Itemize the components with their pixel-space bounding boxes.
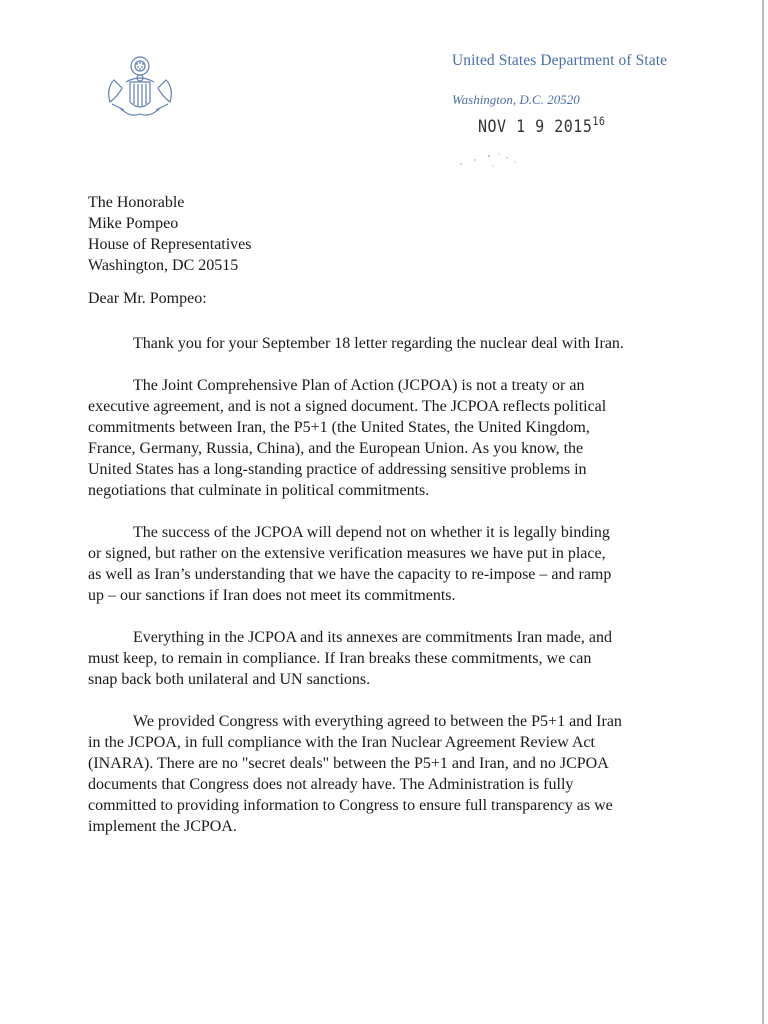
salutation: Dear Mr. Pompeo: (88, 290, 207, 307)
paragraph-line: executive agreement, and is not a signed document. The JCPOA reflects political (88, 398, 607, 415)
paragraph-line: snap back both unilateral and UN sanctions. (88, 671, 371, 688)
paragraph-line: We provided Congress with everything agreed to between the P5+1 and Iran (133, 713, 622, 730)
paragraph-line: Everything in the JCPOA and its annexes are commitments Iran made, and (133, 629, 612, 646)
date-stamp-suffix: 16 (592, 115, 606, 129)
paragraph-line: France, Germany, Russia, China), and the European Union. As you know, the (88, 440, 584, 457)
paragraph-line: The success of the JCPOA will depend not on whether it is legally binding (133, 524, 610, 541)
letter-body (88, 333, 673, 858)
paragraph-line: United States has a long-standing practice of addressing sensitive problems in (88, 461, 587, 478)
date-stamp (478, 116, 605, 137)
recipient-city: Washington, DC 20515 (88, 257, 239, 274)
paragraph-line: negotiations that culminate in political commitments. (88, 482, 430, 499)
body-paragraph (88, 375, 673, 501)
body-paragraph (88, 711, 673, 837)
paragraph-line: implement the JCPOA. (88, 818, 237, 835)
page-edge-divider (762, 0, 764, 1024)
recipient-office: House of Representatives (88, 236, 252, 253)
recipient-address (88, 192, 252, 276)
department-name: United States Department of State (452, 52, 668, 69)
paragraph-line: or signed, but rather on the extensive verification measures we have put in place, (88, 545, 606, 562)
paragraph-line: as well as Iran’s understanding that we have the capacity to re-impose – and ramp (88, 566, 612, 583)
great-seal-icon (100, 52, 180, 126)
paragraph-line: committed to providing information to Congress to ensure full transparency as we (88, 797, 613, 814)
paragraph-line: up – our sanctions if Iran does not meet its commitments. (88, 587, 456, 604)
paragraph-line: (INARA). There are no "secret deals" between the P5+1 and Iran, and no JCPOA (88, 755, 609, 772)
paragraph-line: in the JCPOA, in full compliance with the Iran Nuclear Agreement Review Act (88, 734, 595, 751)
body-paragraph (88, 627, 673, 690)
recipient-title: The Honorable (88, 194, 185, 211)
paragraph-line: documents that Congress does not already have. The Administration is fully (88, 776, 574, 793)
body-paragraph (88, 522, 673, 606)
paragraph-line: The Joint Comprehensive Plan of Action (JCPOA) is not a treaty or an (133, 377, 585, 394)
scan-specks (455, 150, 535, 170)
paragraph-line: commitments between Iran, the P5+1 (the United States, the United Kingdom, (88, 419, 590, 436)
date-stamp-text: NOV 1 9 2015 (478, 115, 593, 137)
recipient-name: Mike Pompeo (88, 215, 179, 232)
paragraph-line: must keep, to remain in compliance. If Iran breaks these commitments, we can (88, 650, 592, 667)
body-paragraph (88, 333, 673, 354)
paragraph-line: Thank you for your September 18 letter regarding the nuclear deal with Iran. (133, 335, 624, 352)
department-city: Washington, D.C. 20520 (452, 92, 580, 107)
